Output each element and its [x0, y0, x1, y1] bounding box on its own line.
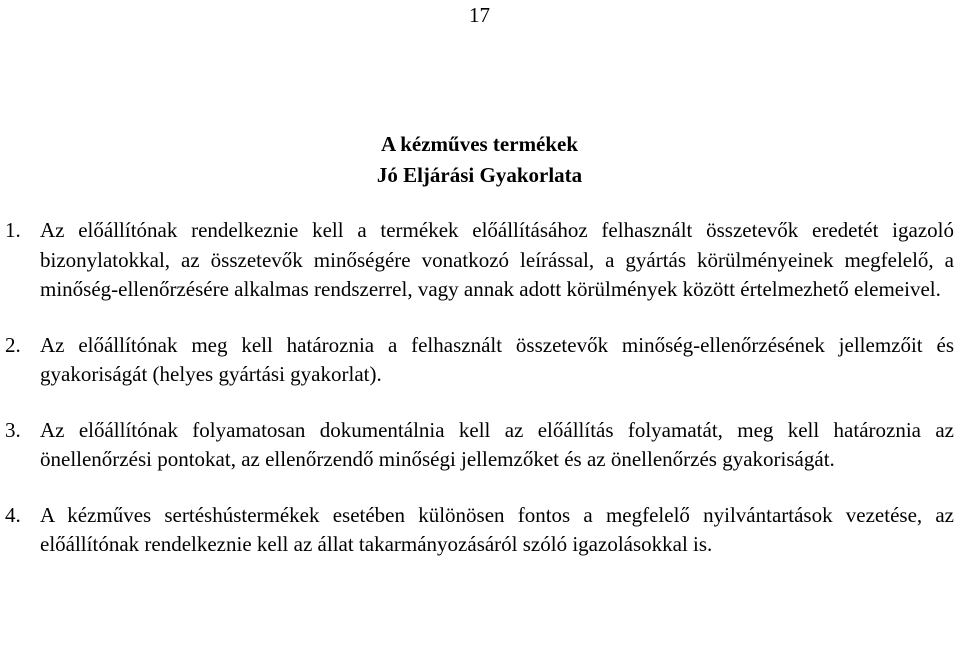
page-number: 17 — [469, 3, 490, 27]
item-number: 2. — [5, 332, 21, 357]
list-item-4 — [5, 501, 954, 560]
list-item-2 — [5, 331, 954, 390]
item-text: Az előállítónak folyamatosan dokumentálnia kell az előállítás folyamatát, meg kell határoznia az önellenőrzési pontokat, az ellenőrzendő minőségi jellemzőket és az önellenőrzés gyakoriságát. — [40, 417, 954, 471]
item-text: A kézműves sertéshústermékek esetében különösen fontos a megfelelő nyilvántartások vezetése, az előállítónak rendelkeznie kell az állat takarmányozásáról szóló igazolásokkal is. — [40, 502, 954, 556]
list-item-3 — [5, 416, 954, 475]
item-text: Az előállítónak rendelkeznie kell a termékek előállításához felhasznált összetevők eredetét igazoló bizonylatokkal, az összetevők minőségére vonatkozó leírással, a gyártás körülményeinek megfelelő, a minőség-ellenőrzésére alkalmas rendszerrel, vagy annak adott körülmények között értelmezhető elemeivel. — [40, 218, 954, 301]
item-text: Az előállítónak meg kell határoznia a felhasznált összetevők minőség-ellenőrzésének jellemzőit és gyakoriságát (helyes gyártási gyakorlat). — [40, 332, 954, 386]
item-number: 3. — [5, 417, 21, 442]
requirements-list — [5, 216, 954, 560]
item-number: 1. — [5, 218, 21, 242]
document-title — [0, 129, 959, 191]
title-line-2: Jó Eljárási Gyakorlata — [376, 163, 583, 187]
title-line-1: A kézműves termékek — [380, 132, 579, 156]
item-number: 4. — [5, 502, 21, 527]
list-item-1 — [5, 216, 954, 305]
